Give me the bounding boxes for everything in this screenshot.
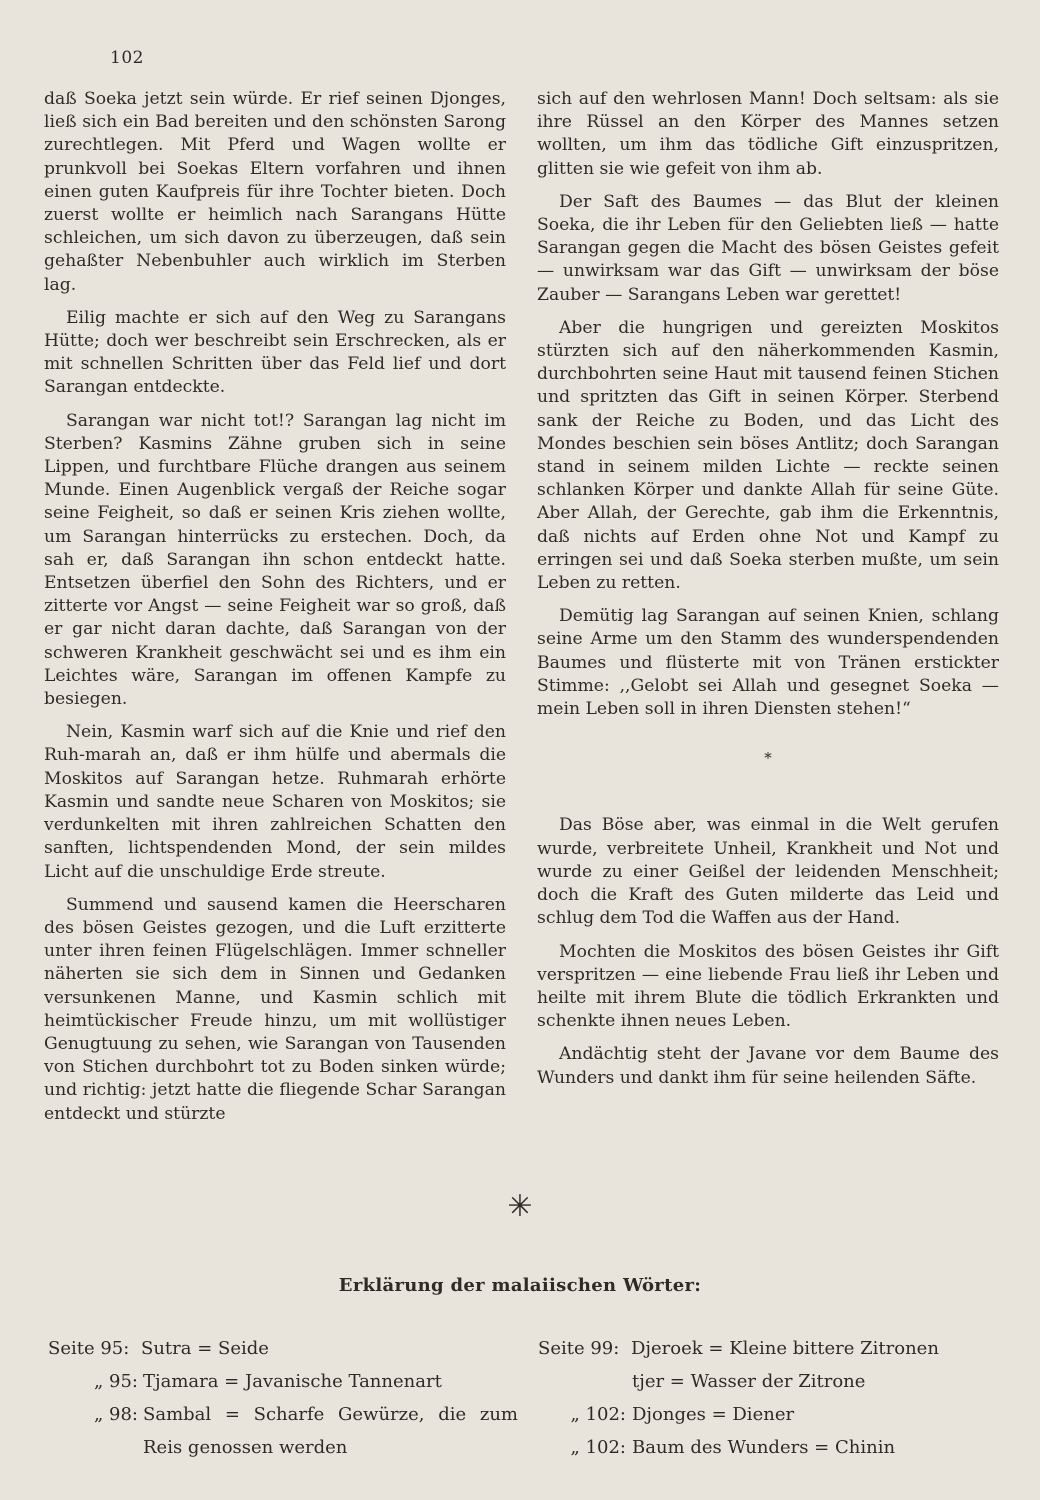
right-text-column	[537, 88, 999, 1100]
glossary-entry	[538, 1398, 988, 1431]
paragraph: daß Soeka jetzt sein würde. Er rief seinen Djonges, ließ sich ein Bad bereiten und den schönsten Sarong zurechtlegen. Mit Pferd und Wagen wollte er prunkvoll bei Soekas Eltern vorfahren und ihnen einen guten Kaufpreis für ihre Tochter bieten. Doch zuerst wollte er heimlich nach Sarangans Hütte schleichen, um sich davon zu überzeugen, daß sein gehaßter Nebenbuhler auch wirklich im Sterben lag.	[44, 89, 506, 295]
paragraph: Demütig lag Sarangan auf seinen Knien, schlang seine Arme um den Stamm des wunderspendenden Baumes und flüsterte mit von Tränen erstickter Stimme: ,,Gelobt sei Allah und gesegnet Soeka — mein Leben soll in ihren Diensten stehen!“	[537, 606, 999, 720]
glossary-entry	[48, 1332, 518, 1365]
glossary-entry	[538, 1431, 988, 1464]
paragraph: Summend und sausend kamen die Heerscharen des bösen Geistes gezogen, und die Luft erzitterte unter ihren feinen Flügelschlägen. Immer schneller näherten sie sich dem in Sinnen und Gedanken versunkenen Manne, und Kasmin schlich mit heimtückischer Freude hinzu, um mit wollüstiger Genugtuung zu sehen, wie Sarangan von Tausenden von Stichen durchbohrt tot zu Boden sinken würde; und richtig: jetzt hatte die fliegende Schar Sarangan entdeckt und stürzte	[44, 894, 506, 1124]
glossary-definition: Tjamara = Javanische Tannenart	[143, 1371, 442, 1392]
glossary-page-ref: „ 98:	[93, 1404, 138, 1425]
glossary-entry	[48, 1365, 518, 1398]
paragraph: sich auf den wehrlosen Mann! Doch seltsam: als sie ihre Rüssel an den Körper des Mannes setzen wollten, um ihm das tödliche Gift einzuspritzen, glitten sie wie gefeit von ihm ab.	[537, 89, 999, 179]
glossary-definition: Djeroek = Kleine bittere Zitronen	[631, 1338, 939, 1359]
glossary-page-ref: Seite 99:	[538, 1338, 620, 1359]
glossary-page-ref: „ 102:	[570, 1437, 626, 1458]
paragraph: Eilig machte er sich auf den Weg zu Sarangans Hütte; doch wer beschreibt sein Erschrecken, als er mit schnellen Schritten über das Feld lief und dort Sarangan entdeckte.	[44, 307, 506, 398]
glossary-definition: Baum des Wunders = Chinin	[632, 1437, 896, 1458]
paragraph: Sarangan war nicht tot!? Sarangan lag nicht im Sterben? Kasmins Zähne gruben sich in seine Lippen, und furchtbare Flüche drangen aus seinem Munde. Einen Augenblick vergaß der Reiche sogar seine Feigheit, so daß er seinen Kris ziehen wollte, um Sarangan hinterrücks zu erstechen. Doch, da sah er, daß Sarangan ihn schon entdeckt hatte. Entsetzen überfiel den Sohn des Richters, und er zitterte vor Angst — seine Feigheit war so groß, daß er gar nicht daran dachte, daß Sarangan von der schweren Krankheit geschwächt sei und es ihm ein Leichtes wäre, Sarangan im offenen Kampfe zu besiegen.	[44, 410, 506, 710]
glossary-entry	[538, 1332, 988, 1365]
glossary-entry	[48, 1398, 518, 1431]
glossary-right-column	[538, 1332, 988, 1464]
paragraph: Das Böse aber, was einmal in die Welt gerufen wurde, verbreitete Unheil, Krankheit und Not und wurde zu einer Geißel der leidenden Menschheit; doch die Kraft des Guten milderte das Leid und schlug dem Tod die Waffen aus der Hand.	[537, 815, 999, 929]
glossary-heading: Erklärung der malaiischen Wörter:	[338, 1275, 702, 1296]
glossary-definition: Sutra = Seide	[141, 1338, 269, 1359]
glossary-left-column	[48, 1332, 518, 1464]
glossary-page-ref: Seite 95:	[48, 1338, 130, 1359]
paragraph: Mochten die Moskitos des bösen Geistes ihr Gift verspritzen — eine liebende Frau ließ ihr Leben und heilte mit ihrem Blute die tödlich Erkrankten und schenkte ihnen neues Leben.	[537, 941, 999, 1032]
paragraph: Der Saft des Baumes — das Blut der kleinen Soeka, die ihr Leben für den Geliebten ließ — hatte Sarangan gegen die Macht des bösen Geistes gefeit — unwirksam war das Gift — unwirksam der böse Zauber — Sarangans Leben war gerettet!	[537, 191, 999, 305]
page-number: 102	[110, 48, 144, 68]
ornament-divider: ✳	[507, 1189, 533, 1224]
section-divider-asterisk: *	[764, 749, 772, 768]
paragraph: Aber die hungrigen und gereizten Moskitos stürzten sich auf den näherkommenden Kasmin, durchbohrten seine Haut mit tausend feinen Stichen und spritzten das Gift in seinen Körper. Sterbend sank der Reiche zu Boden, und das Licht des Mondes beschien sein böses Antlitz; doch Sarangan stand in seinem milden Lichte — reckte seinen schlanken Körper und dankte Allah für seine Güte. Aber Allah, der Gerechte, gab ihm die Erkenntnis, daß nichts auf Erden ohne Not und Kampf zu erringen sei und daß Soeka sterben mußte, um sein Leben zu retten.	[537, 317, 999, 594]
glossary-definition-continued: tjer = Wasser der Zitrone	[632, 1371, 866, 1392]
left-text-column	[44, 88, 506, 1136]
glossary-page-ref: „ 102:	[570, 1404, 626, 1425]
paragraph: Andächtig steht der Javane vor dem Baume des Wunders und dankt ihm für seine heilenden Säfte.	[537, 1044, 999, 1088]
glossary-page-ref: „ 95:	[93, 1371, 138, 1392]
glossary-definition: Djonges = Diener	[632, 1404, 795, 1425]
glossary-definition: Sambal = Scharfe Gewürze, die zum	[143, 1404, 518, 1425]
glossary-definition-continued: Reis genossen werden	[143, 1437, 348, 1458]
paragraph: Nein, Kasmin warf sich auf die Knie und rief den Ruh-marah an, daß er ihm hülfe und abermals die Moskitos auf Sarangan hetze. Ruhmarah erhörte Kasmin und sandte neue Scharen von Moskitos; sie verdunkelten mit ihren zahlreichen Schatten den sanften, lichtspendenden Mond, der sein mildes Licht auf die unschuldige Erde streute.	[44, 722, 506, 882]
